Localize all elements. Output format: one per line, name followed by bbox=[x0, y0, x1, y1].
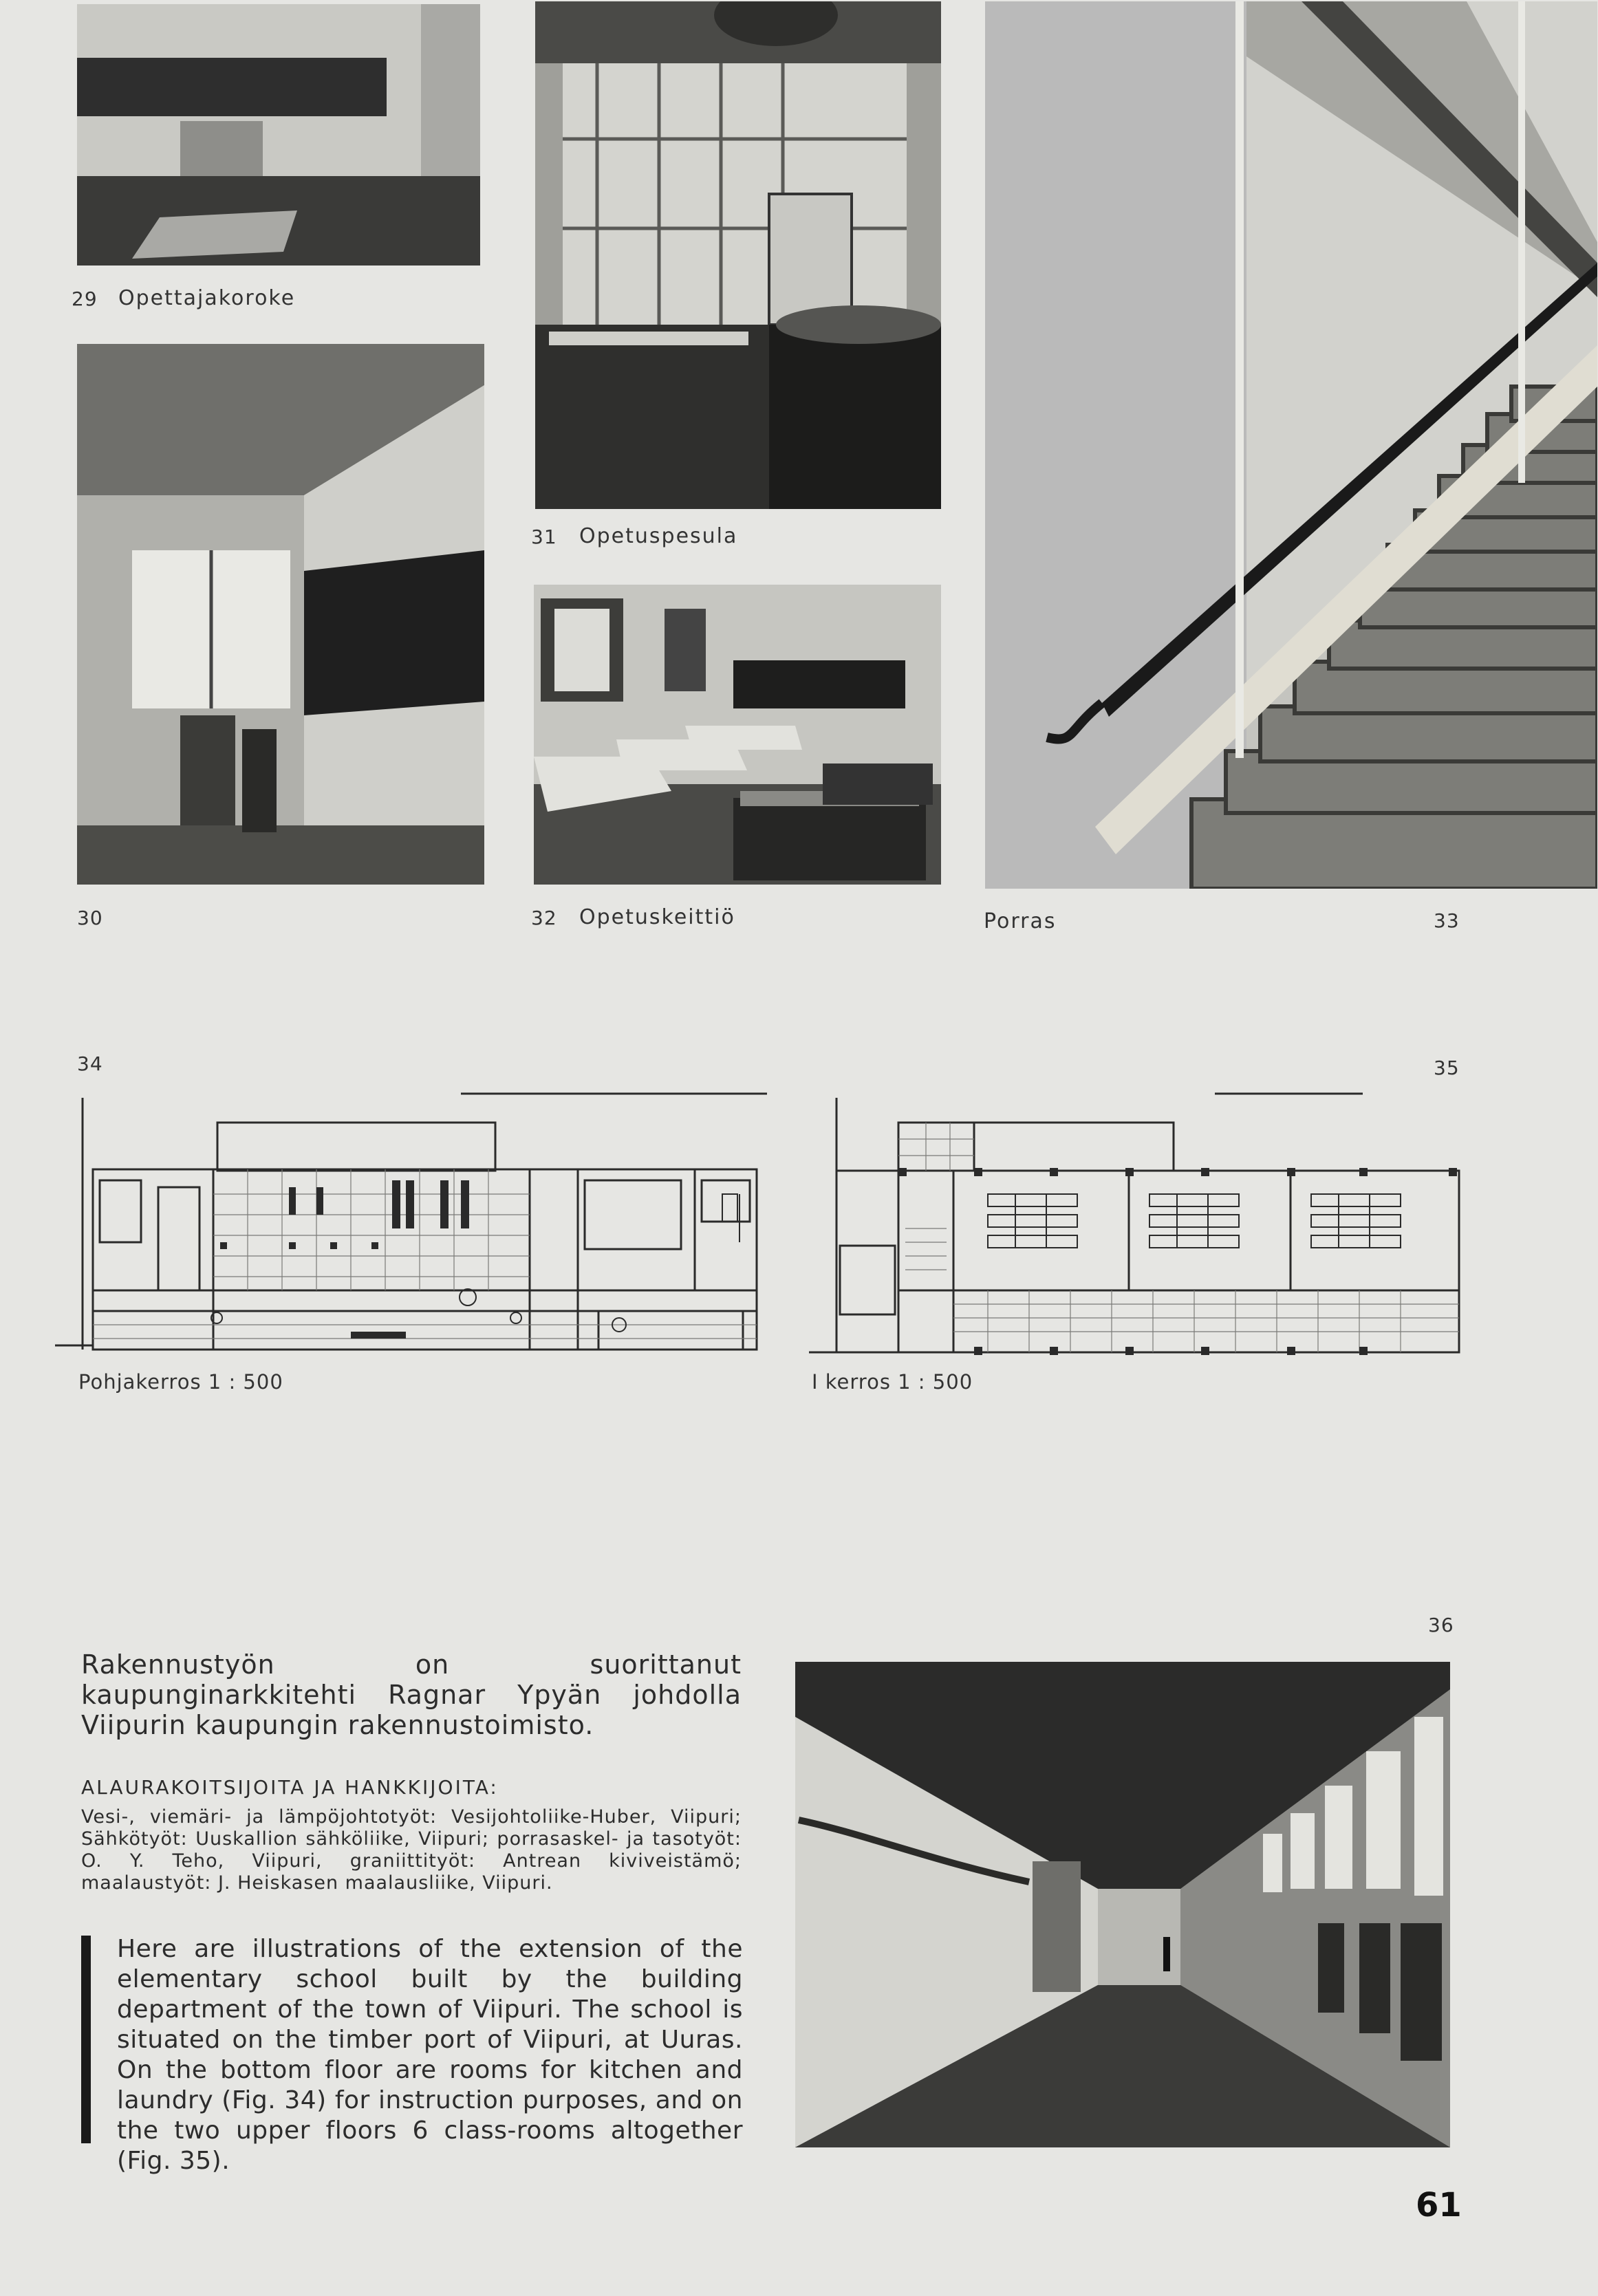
figure-29-number: 29 bbox=[72, 288, 98, 310]
figure-33-number: 33 bbox=[1434, 909, 1460, 932]
contractors-body: Vesi-, viemäri- ja lämpöjohtotyöt: Vesijohtoliike-Huber, Viipuri; Sähkötyöt: Uuskallion sähköliike, Viipuri; porrasaskel- ja tasotyöt: O. Y. Teho, Viipuri, graniittityöt: Antrean kiviveistämö; maalaustyöt: J. Heiskasen maalausliike, Viipuri. bbox=[81, 1806, 742, 1894]
photo-kitchen-classroom bbox=[534, 585, 941, 885]
photo-classroom bbox=[77, 344, 484, 885]
page-number: 61 bbox=[1416, 2186, 1462, 2224]
contractors-heading: ALAURAKOITSIJOITA JA HANKKIJOITA: bbox=[81, 1776, 499, 1799]
figure-32-number: 32 bbox=[531, 907, 557, 929]
figure-31-caption: Opetuspesula bbox=[579, 524, 738, 548]
figure-34-number: 34 bbox=[77, 1052, 103, 1075]
figure-36-number: 36 bbox=[1428, 1614, 1454, 1636]
figure-31-number: 31 bbox=[531, 526, 557, 548]
english-text-marker bbox=[81, 1936, 91, 2143]
figure-35-number: 35 bbox=[1434, 1057, 1460, 1079]
photo-laundry-classroom bbox=[535, 1, 941, 509]
figure-30-number: 30 bbox=[77, 907, 103, 929]
figure-32-caption: Opetuskeittiö bbox=[579, 905, 735, 929]
photo-corridor bbox=[795, 1662, 1450, 2147]
figure-35-caption: I kerros 1 : 500 bbox=[812, 1370, 973, 1394]
intro-paragraph: Rakennustyön on suorittanut kaupunginarkkitehti Ragnar Ypyän johdolla Viipurin kaupungin rakennustoimisto. bbox=[81, 1649, 742, 1740]
floor-plan-basement bbox=[55, 1091, 770, 1352]
figure-33-caption: Porras bbox=[984, 909, 1057, 933]
figure-29-caption: Opettajakoroke bbox=[118, 286, 296, 310]
photo-teacher-platform bbox=[77, 4, 480, 266]
floor-plan-first-floor bbox=[809, 1091, 1462, 1355]
photo-staircase bbox=[985, 1, 1597, 889]
figure-34-caption: Pohjakerros 1 : 500 bbox=[78, 1370, 283, 1394]
english-summary: Here are illustrations of the extension of the elementary school built by the building department of the town of Viipuri. The school is situated on the timber port of Viipuri, at Uuras. On the bottom floor are rooms for kitchen and laundry (Fig. 34) for instruction purposes, and on the two upper floors 6 class-rooms altogether (Fig. 35). bbox=[117, 1935, 743, 2175]
